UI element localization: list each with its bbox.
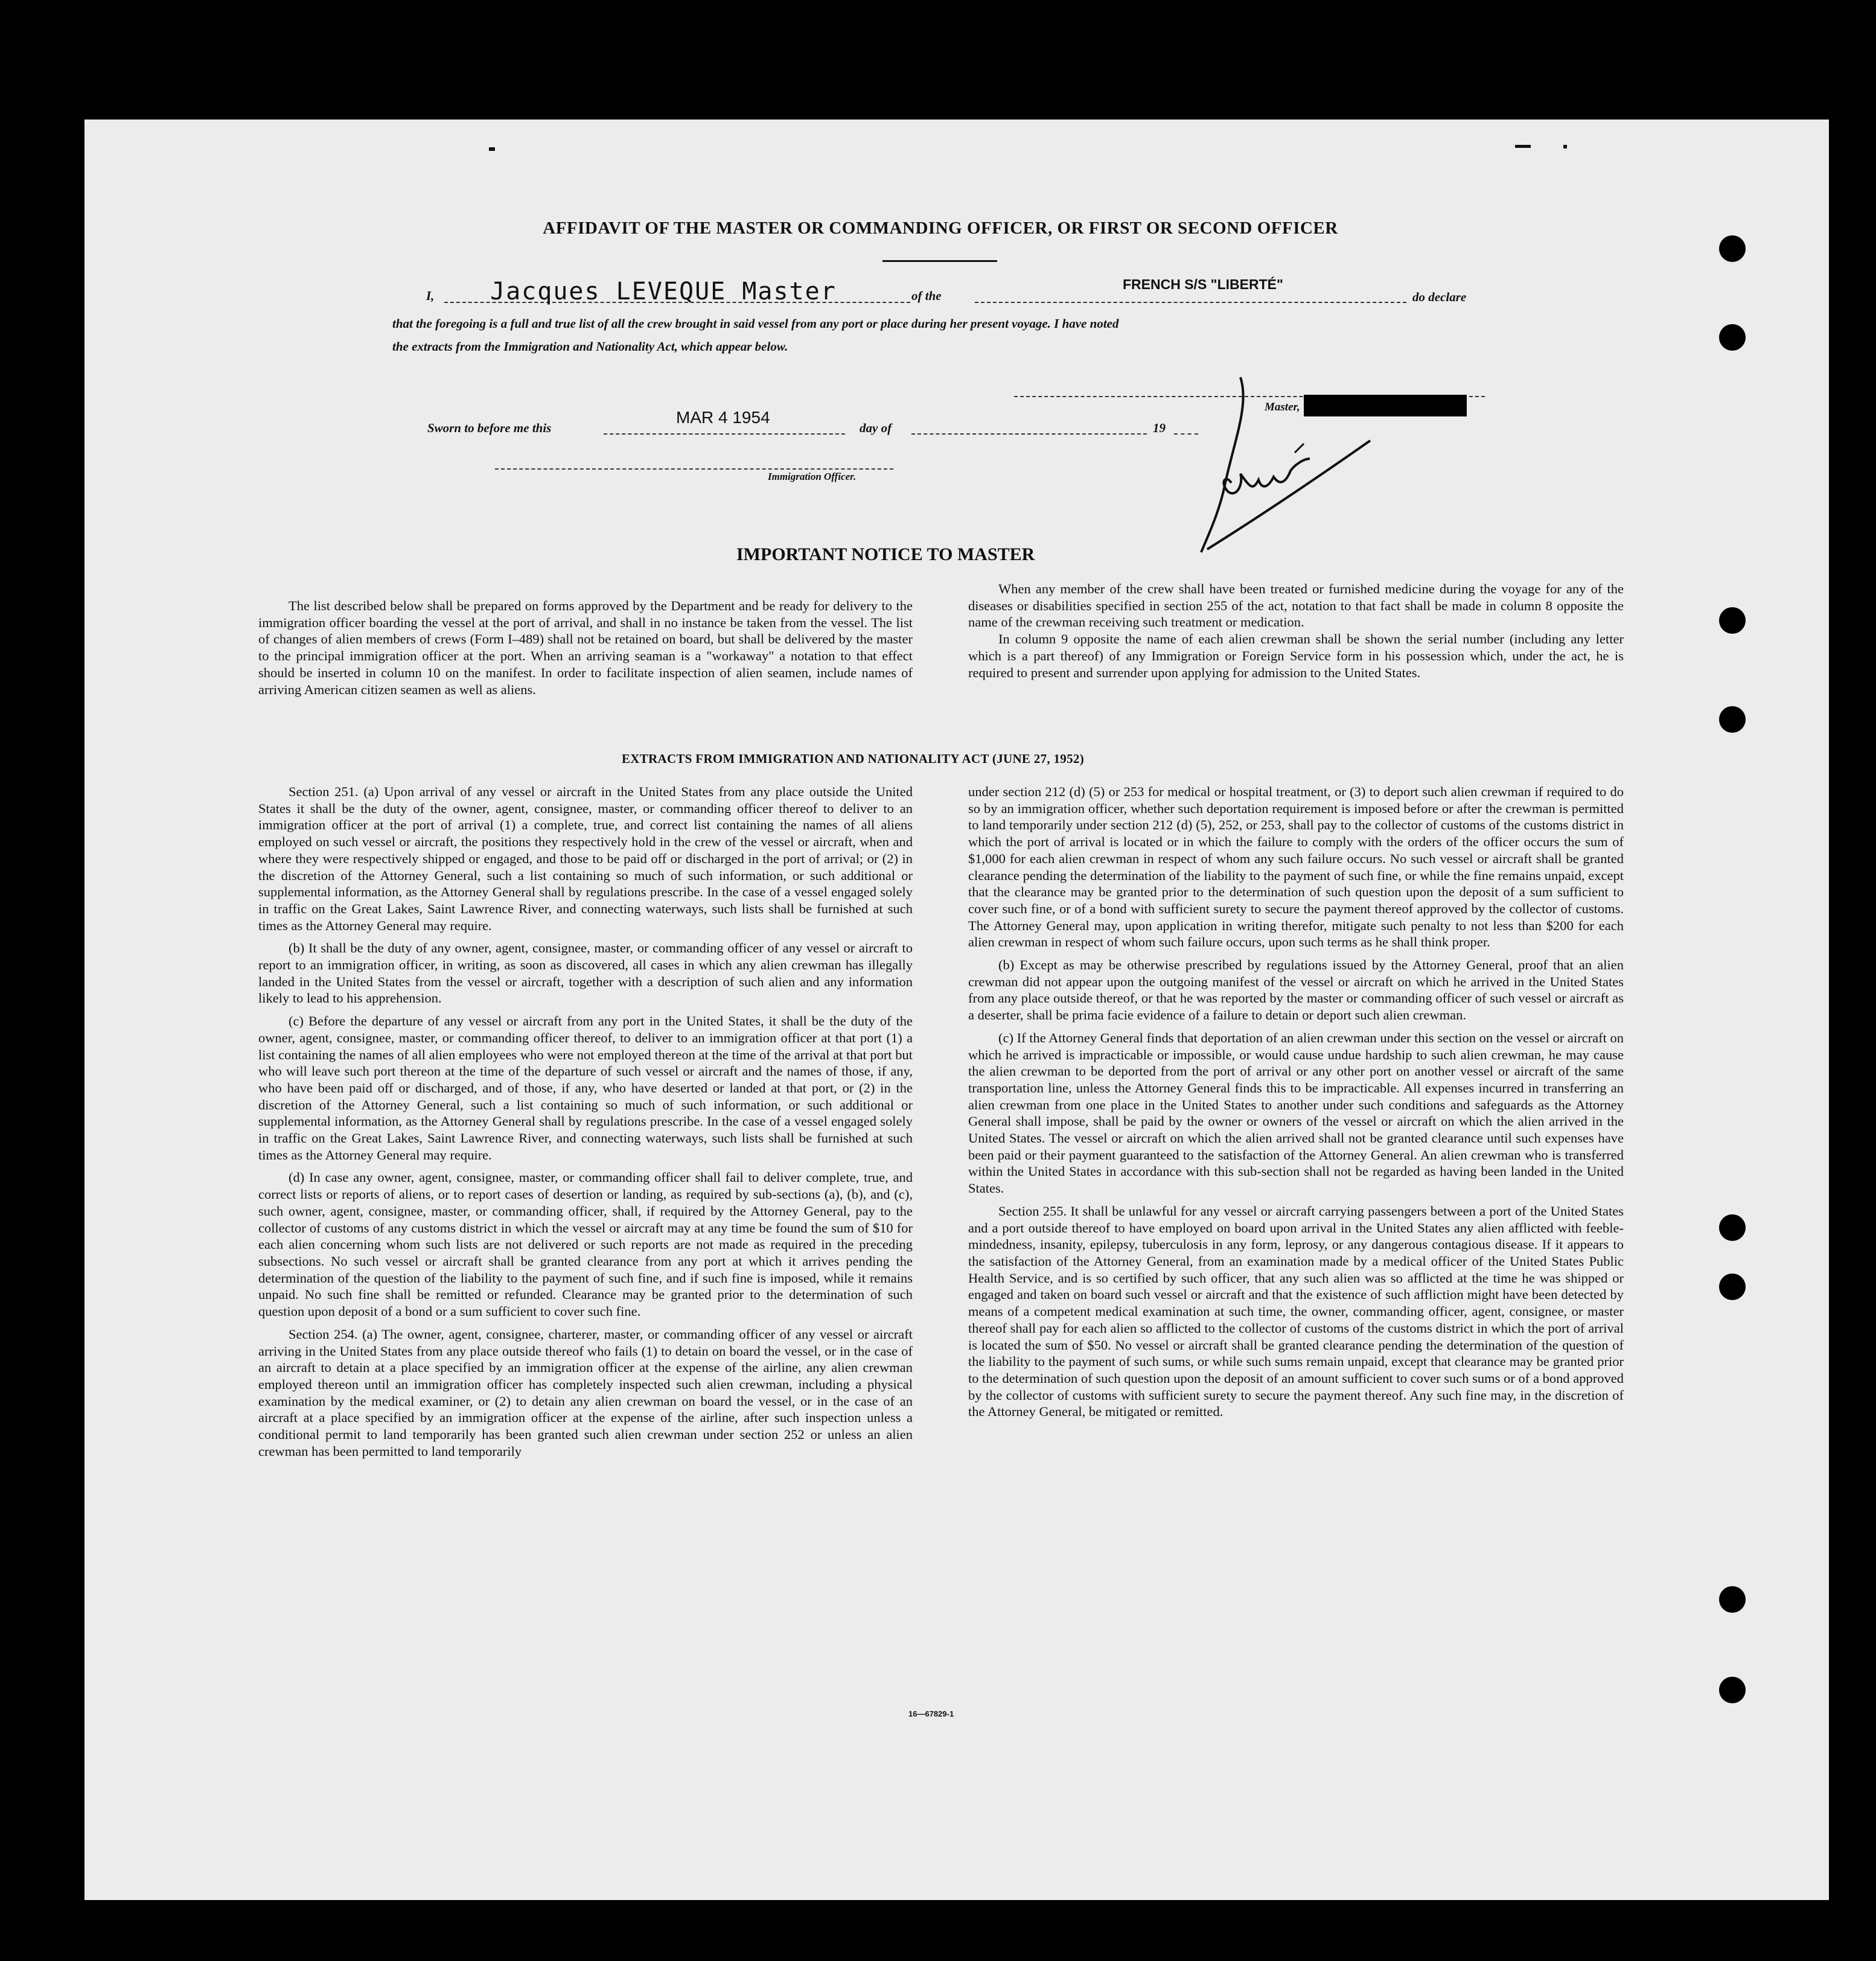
notice-right-paragraph-2: In column 9 opposite the name of each alien crewman shall be shown the serial number (including any letter which is a part thereof) of any Immigration or Foreign Service form in his possession which, under the act, he is required to present and surrender upon applying for admission to the United States. (968, 631, 1624, 680)
scan-mark (489, 147, 495, 151)
master-signature (1183, 368, 1382, 561)
vessel-name-line (975, 302, 1406, 303)
master-name: Jacques LEVEQUE Master (490, 278, 837, 305)
sworn-date-stamp: MAR 4 1954 (676, 408, 770, 427)
section-251-d: (d) In case any owner, agent, consignee, master, or commanding officer shall fail to deliver complete, true, and correct lists or reports of aliens, or to report cases of desertion or landing, as required by sub-sections (a), (b), and (c), such owner, agent, consignee, master, or commanding officer, shall, if required by the Attorney General, pay to the collector of customs of any customs district in which the vessel or aircraft may at any time be found the sum of $10 for each alien concerning whom such lists are not delivered or such reports are not made as required in the preceding subsections. No such vessel or aircraft shall be granted clearance from any port at which it arrives pending the determination of the question of the liability to the payment of such fine, and if such fine is imposed, while it remains unpaid. No such fine shall be remitted or refunded. Clearance may be granted prior to the determination of such question upon deposit of a bond or a sum sufficient to cover such fine. (258, 1170, 913, 1319)
form-number: 16—67829-1 (908, 1709, 954, 1718)
section-254-a: Section 254. (a) The owner, agent, consignee, charterer, master, or commanding officer of any vessel or aircraft arriving in the United States from any place outside thereof who fails (1) to detain on board the vessel, or in the case of an aircraft to detain at a place specified by an immigration officer at the expense of the airline, any alien crewman employed thereon until an immigration officer has completely inspected such alien crewman, including a physical examination by the medical examiner, or (2) to detain any alien crewman on board the vessel, or in the case of an aircraft at a place specified by an immigration officer at the expense of the airline, after such inspection unless a conditional permit to land temporarily has been granted such alien crewman under section 252 or unless an alien crewman has been permitted to land temporarily (258, 1326, 913, 1459)
month-line (911, 433, 1147, 435)
binder-hole (1719, 1586, 1746, 1613)
binder-hole (1719, 607, 1746, 634)
label-of-the: of the (911, 289, 942, 303)
title-rule (882, 260, 997, 262)
binder-hole (1719, 1274, 1746, 1300)
notice-right-paragraph-1: When any member of the crew shall have been treated or furnished medicine during the voyage for any of the diseases or disabilities specified in section 255 of the act, notation to that fact shall be made in column 8 opposite the name of the crewman receiving such treatment or medication. (968, 581, 1624, 630)
officer-signature-line (495, 468, 893, 470)
label-do-declare: do declare (1412, 290, 1467, 304)
section-254-a-continued: under section 212 (d) (5) or 253 for medical or hospital treatment, or (3) to deport such alien crewman if required to do so by an immigration officer, whether such deportation requirement is imposed before or after the crewman is permitted to land temporarily under section 212 (d) (5), 252, or 253, shall pay to the collector of customs of the customs district in which the port of arrival is located or in which the failure to comply with the orders of the officer occurs the sum of $1,000 for each alien crewman in respect of whom any such failure occurs. No such vessel or aircraft shall be granted clearance pending the determination of the liability to the payment of such fine, or while the fine remains unpaid, except that the clearance may be granted prior to the determination of such question upon the deposit of a sum sufficient to cover such fine, or of a bond with sufficient surety to secure the payment thereof approved by the collector of customs. The Attorney General may, upon application in writing therefor, mitigate such penalty to not less than $200 for each alien crewman in respect of whom such failure occurs, upon such terms as he shall think proper. (968, 784, 1624, 950)
declaration-line-2: that the foregoing is a full and true list of all the crew brought in said vessel from any port or place during her present voyage. I have noted (392, 316, 1119, 331)
binder-hole (1719, 324, 1746, 351)
label-i: I, (426, 289, 435, 303)
sworn-date-line (604, 433, 845, 435)
binder-hole (1719, 235, 1746, 262)
binder-hole (1719, 706, 1746, 733)
section-254-b: (b) Except as may be otherwise prescribed by regulations issued by the Attorney General, proof that an alien crewman did not appear upon the outgoing manifest of the vessel or aircraft on which he arrived in the United States from any place outside thereof, or that he was reported by the master or commanding officer of such vessel or aircraft as a deserter, shall be prima facie evidence of a failure to detain or deport such alien crewman. (968, 957, 1624, 1023)
affidavit-title: AFFIDAVIT OF THE MASTER OR COMMANDING OFFICER, OR FIRST OR SECOND OFFICER (543, 218, 1338, 238)
year-prefix: 19 (1153, 421, 1166, 435)
notice-left-column (258, 598, 913, 698)
scan-mark (1563, 145, 1567, 148)
vessel-name: FRENCH S/S "LIBERTÉ" (1123, 276, 1283, 292)
declaration-line-3: the extracts from the Immigration and Nationality Act, which appear below. (392, 339, 788, 354)
scan-mark (1515, 145, 1531, 148)
officer-label: Immigration Officer. (768, 471, 857, 482)
sworn-label: Sworn to before me this (427, 421, 552, 435)
section-254-c: (c) If the Attorney General finds that deportation of an alien crewman under this section on the vessel or aircraft on which he arrived is impracticable or impossible, or would cause undue hardship to such alien crewman, he may cause the alien crewman to be deported from the port of arrival or any other port on another vessel or aircraft of the same transportation line, unless the Attorney General finds this to be impracticable. All expenses incurred in transferring an alien crewman from one place in the United States to another under such conditions and safeguards as the Attorney General shall impose, shall be paid by the owner or owners of the vessel or aircraft on which the alien arrived in the United States. The vessel or aircraft on which the alien arrived shall not be granted clearance until such expenses have been paid or their payment guaranteed to the satisfaction of the Attorney General. An alien crewman who is transferred within the United States in accordance with this sub-section shall not be regarded as having been landed in the United States. (968, 1030, 1624, 1196)
section-251-c: (c) Before the departure of any vessel or aircraft from any port in the United States, it shall be the duty of the owner, agent, consignee, master, or commanding officer thereof, to deliver to an immigration officer at that port (1) a list containing the names of all alien employees who were not employed thereon at the time of the arrival at that port but who will leave such port thereon at the time of the departure of such vessel or aircraft and the names of those, if any, who have been paid off or discharged, and of those, if any, who have deserted or landed at that port, or (2) in the discretion of the Attorney General, such a list containing so much of such information, or such additional or supplemental information, as the Attorney General shall by regulations prescribe. In the case of a vessel engaged solely in traffic on the Great Lakes, Saint Lawrence River, and connecting waterways, such lists shall be furnished at such times as the Attorney General may require. (258, 1013, 913, 1162)
notice-title: IMPORTANT NOTICE TO MASTER (736, 544, 1035, 564)
extracts-right-column (968, 783, 1624, 1420)
day-of-label: day of (860, 421, 892, 435)
master-label: Master, (1265, 401, 1300, 413)
extracts-title: EXTRACTS FROM IMMIGRATION AND NATIONALITY ACT (JUNE 27, 1952) (622, 751, 1084, 766)
notice-left-paragraph: The list described below shall be prepared on forms approved by the Department and be ready for delivery to the immigration officer boarding the vessel at the port of arrival, and shall in no instance be taken from the vessel. The list of changes of alien members of crews (Form I–489) shall not be retained on board, but shall be delivered by the master to the principal immigration officer at the port. When an arriving seaman is a "workaway" a notation to that effect should be inserted in column 10 on the manifest. In order to facilitate inspection of alien seamen, include names of arriving American citizen seamen as well as aliens. (258, 598, 913, 697)
section-251-a: Section 251. (a) Upon arrival of any vessel or aircraft in the United States from any place outside the United States it shall be the duty of the owner, agent, consignee, master, or commanding officer thereof to deliver to an immigration officer at the port of arrival (1) a complete, true, and correct list containing the names of all aliens employed on such vessel or aircraft, the positions they respectively hold in the crew of the vessel or aircraft, when and where they were respectively shipped or engaged, and those to be paid off or discharged in the port of arrival; or (2) in the discretion of the Attorney General, such a list containing so much of such information, or such additional or supplemental information, as the Attorney General shall by regulations prescribe. In the case of a vessel engaged solely in traffic on the Great Lakes, Saint Lawrence River, and connecting waterways, such lists shall be furnished at such times as the Attorney General may require. (258, 784, 913, 933)
extracts-left-column (258, 783, 913, 1459)
binder-hole (1719, 1677, 1746, 1703)
notice-right-column (968, 581, 1624, 681)
binder-hole (1719, 1214, 1746, 1241)
section-251-b: (b) It shall be the duty of any owner, agent, consignee, master, or commanding officer of any vessel or aircraft to report to an immigration officer, in writing, as soon as discovered, all cases in which any alien crewman has illegally landed in the United States from the vessel or aircraft, together with a description of such alien and any information likely to lead to his apprehension. (258, 940, 913, 1006)
section-255: Section 255. It shall be unlawful for any vessel or aircraft carrying passengers between a port of the United States and a port outside thereof to have employed on board upon arrival in the United States any alien afflicted with feeble-mindedness, insanity, epilepsy, tuberculosis in any form, leprosy, or any dangerous contagious disease. If it appears to the satisfaction of the Attorney General, from an examination made by a medical officer of the United States Public Health Service, and is so certified by such officer, that any such alien was so afflicted at the time he was shipped or engaged and taken on board such vessel or aircraft and that the existence of such affliction might have been detected by means of a competent medical examination at such time, the owner, commanding officer, agent, consignee, or master thereof shall pay for each alien so afflicted to the collector of customs of the customs district in which the port of arrival is located the sum of $50. No vessel or aircraft shall be granted clearance pending the determination of the question of the liability to the payment of such sums, or while such sums remain unpaid, except that clearance may be granted prior to the determination of such question upon the deposit of an amount sufficient to cover such sums or of a bond approved by the collector of customs with sufficient surety to secure the payment thereof. Any such fine may, in the discretion of the Attorney General, be mitigated or remitted. (968, 1203, 1624, 1420)
